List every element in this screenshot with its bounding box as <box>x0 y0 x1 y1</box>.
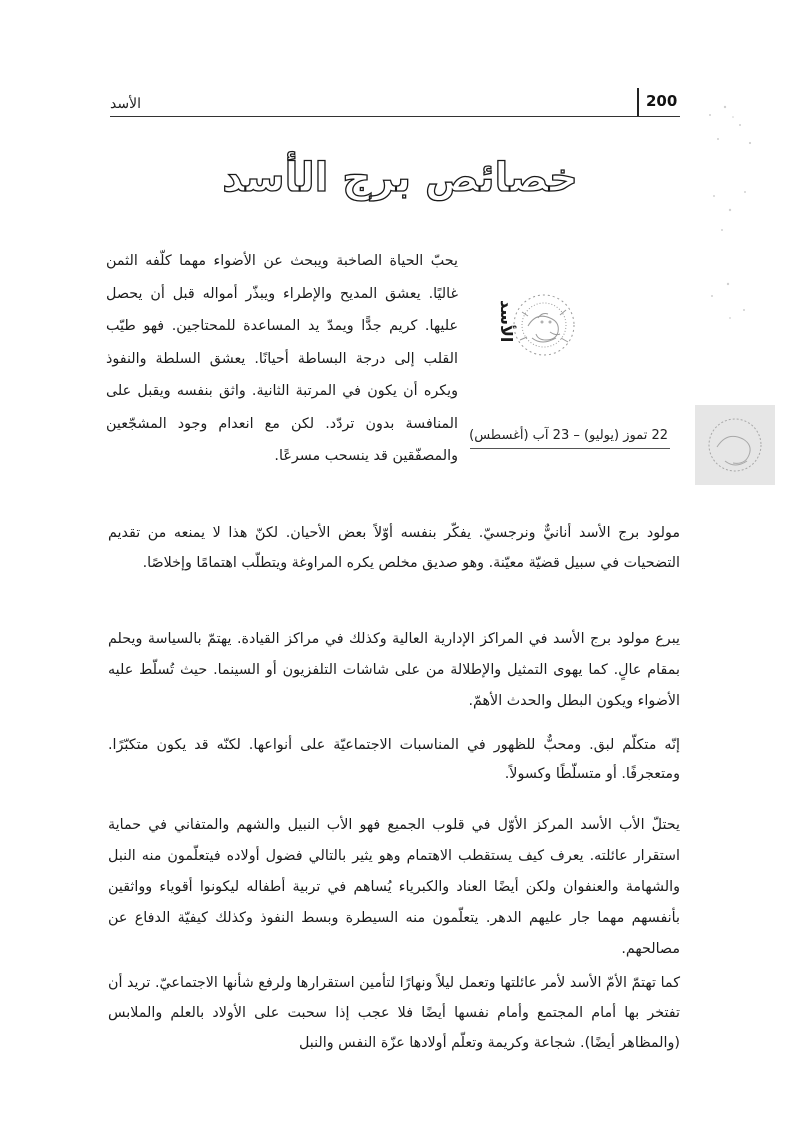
body-paragraph: يحتلّ الأب الأسد المركز الأوّل في قلوب الجميع فهو الأب النبيل والشهم والمتفاني في حماية استقرار عائلته. يعرف كيف يستقطب الاهتمام وهو يثير بالتالي فضول أولاده فيتعلّمون منه النبل والشهامة والعنفوان ولكن أيضًا العناد والكبرياء يُساهم في تربية أطفاله ليكونوا أقوياء وواثقين بأنفسهم مهما جار عليهم الدهر. يتعلّمون منه السيطرة وبسط النفوذ وكذلك كيفيّة الدفاع عن مصالحهم. <box>108 817 680 957</box>
body-paragraph: يبرع مولود برج الأسد في المراكز الإدارية العالية وكذلك في مراكز القيادة. يهتمّ بالسياسة ويحلم بمقام عالٍ. كما يهوى التمثيل والإطلالة من على شاشات التلفزيون أو السينما. حيث تُسلّط عليه الأضواء ويكون البطل والحدث الأهمّ. <box>108 631 680 709</box>
intro-paragraph: يحبّ الحياة الصاخبة ويبحث عن الأضواء مهما كلّفه الثمن غاليًا. يعشق المديح والإطراء ويبذّر أمواله قبل أن يحصل عليها. كريم جدًّا ويمدّ يد المساعدة للمحتاجين. فهو طيّب القلب إلى درجة البساطة أحيانًا. يعشق السلطة والنفوذ ويكره أن يكون في المرتبة الثانية. واثق بنفسه ويقبل على المنافسة بدون تردّد. لكن مع انعدام وجود المشجّعين والمصفّقين قد ينسحب مسرعًا. <box>106 253 458 464</box>
page-number: 200 <box>646 92 678 110</box>
running-head: الأسد <box>110 96 141 112</box>
header-separator <box>637 88 639 116</box>
header-rule <box>110 116 680 117</box>
body-paragraph: كما تهتمّ الأمّ الأسد لأمر عائلتها وتعمل ليلاً ونهارًا لتأمين استقرارها ولرفع شأنها الاجتماعيّ. تريد أن تفتخر بها أمام المجتمع وأمام نفسها أيضًا فلا عجب إذا سحبت على الأولاد بالعلم والملابس (والمظاهر أيضًا). شجاعة وكريمة وتعلّم أولادها عزّة النفس والنبل <box>108 975 680 1051</box>
scan-noise-decoration <box>700 95 760 155</box>
page-title: خصائص برج الأسد <box>222 155 578 201</box>
scan-noise-decoration <box>700 270 760 330</box>
date-range: 22 تموز (يوليو) – 23 آب (أغسطس) <box>469 428 668 443</box>
body-paragraph: مولود برج الأسد أنانيٌّ ونرجسيّ. يفكّر بنفسه أوّلاً بعض الأحيان. لكنّ هذا لا يمنعه من تقديم التضحيات في سبيل قضيّة معيّنة. وهو صديق مخلص يكره المراوغة ويتطلّب اهتمامًا وإخلاصًا. <box>108 525 680 571</box>
emblem-label: الأسد <box>497 300 516 343</box>
lion-zodiac-icon <box>498 282 584 368</box>
lion-illustration-thumbnail <box>695 405 775 485</box>
body-paragraph: إنّه متكلّم لبق. ومحبٌّ للظهور في المناسبات الاجتماعيّة على أنواعها. لكنّه قد يكون متكبّرًا. ومتعجرفًا. أو متسلّطًا وكسولاً. <box>108 737 680 782</box>
scan-noise-decoration <box>700 180 760 240</box>
date-underline <box>470 448 670 449</box>
